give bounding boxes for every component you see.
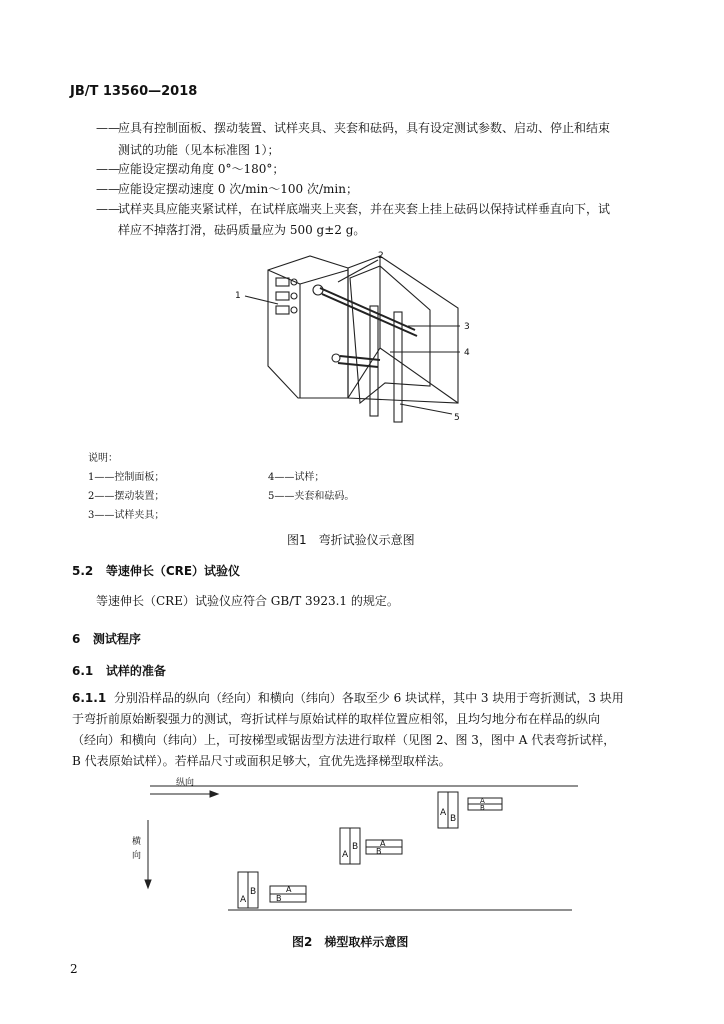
ladder-sampling-diagram [120, 776, 590, 921]
requirement-text: 应能设定摆动角度 0°～180°； [118, 162, 285, 176]
callout-1: 1 [235, 291, 241, 301]
requirement-item-3 [96, 179, 641, 199]
section-number: 5.2 [72, 564, 94, 578]
requirement-continuation: 测试的功能（见本标准图 1）； [118, 143, 280, 157]
legend-num: 4 [268, 472, 275, 483]
legend-label: 控制面板； [114, 472, 165, 483]
legend-label: 夹套和砝码。 [294, 491, 355, 502]
page-number: 2 [70, 962, 78, 976]
specimen-a-label: A [440, 808, 447, 818]
legend-item-1 [88, 468, 164, 483]
specimen-b-label: B [352, 842, 359, 852]
section-5-2-heading [72, 562, 240, 579]
specimen-b-label: B [480, 804, 485, 812]
requirement-continuation: 样应不掉落打滑，砝码质量应为 500 g±2 g。 [118, 223, 366, 237]
section-number: 6.1 [72, 664, 94, 678]
axis-transverse-label-2: 向 [132, 851, 142, 861]
para-line-2: 于弯折前原始断裂强力的测试，弯折试样与原始试样的取样位置应相邻，且均匀地分布在样品的纵向 [72, 712, 601, 726]
specimen-b-label: B [250, 887, 257, 897]
legend-num: 2 [88, 491, 95, 502]
legend-item-5 [268, 487, 354, 502]
para-line-4: B 代表原始试样）。若样品尺寸或面积足够大，宜优先选择梯型取样法。 [72, 754, 451, 768]
specimen-b-label: B [450, 814, 457, 824]
callout-2: 2 [378, 251, 384, 261]
legend-sep: —— [94, 510, 115, 521]
section-title: 试样的准备 [105, 664, 166, 678]
specimen-a-label: A [342, 850, 349, 860]
legend-num: 3 [88, 510, 95, 521]
requirement-text: 应能设定摆动速度 0 次/min～100 次/min； [118, 182, 358, 196]
requirement-text: 应具有控制面板、摆动装置、试样夹具、夹套和砝码，具有设定测试参数、启动、停止和结束 [118, 121, 611, 135]
legend-item-2 [88, 487, 164, 502]
legend-label: 摆动装置； [114, 491, 165, 502]
figure2-caption: 图2 梯型取样示意图 [292, 935, 409, 949]
specimen-b-label: B [376, 847, 382, 856]
requirement-item-4 [96, 199, 641, 219]
control-panel-outline [268, 256, 348, 398]
specimen-a-label: A [240, 895, 247, 905]
section-number: 6 [72, 632, 81, 646]
para-text: 分别沿样品的纵向（经向）和横向（纬向）各取至少 6 块试样，其中 3 块用于弯折测试，3 块用 [113, 691, 624, 705]
legend-num: 5 [268, 491, 275, 502]
legend-item-3 [88, 506, 164, 521]
section-6-1-heading [72, 662, 166, 679]
para-line-1 [72, 688, 650, 709]
legend-sep: —— [94, 472, 115, 483]
bending-tester-drawing [230, 248, 490, 438]
legend-num: 1 [88, 472, 95, 483]
para-line-3: （经向）和横向（纬向）上，可按梯型或锯齿型方法进行取样（见图 2、图 3，图中 A 代表弯折试样， [72, 733, 616, 747]
legend-title: 说明： [88, 453, 118, 464]
list-dash: —— [96, 121, 120, 135]
specimen-a-label: A [480, 797, 485, 805]
section-title: 等速伸长（CRE）试验仪 [105, 564, 241, 578]
callout-5: 5 [454, 413, 460, 423]
specimen-a-label: A [286, 885, 292, 894]
axis-transverse-label-1: 横 [132, 837, 142, 847]
legend-sep: —— [274, 491, 295, 502]
callout-4: 4 [464, 348, 470, 358]
legend-sep: —— [274, 472, 295, 483]
section-6-heading [72, 630, 141, 647]
legend-item-4 [268, 468, 324, 483]
section-6-1-1-paragraph [72, 688, 650, 772]
section-number: 6.1.1 [72, 691, 107, 705]
list-dash: —— [96, 202, 120, 216]
axis-longitudinal-label: 纵向 [176, 778, 195, 788]
requirement-item-1 [96, 118, 641, 138]
specimen-b-label: B [276, 894, 282, 903]
legend-label: 试样； [294, 472, 325, 483]
list-dash: —— [96, 182, 120, 196]
figure1-caption: 图1 弯折试验仪示意图 [287, 533, 415, 547]
list-dash: —— [96, 162, 120, 176]
requirement-text: 试样夹具应能夹紧试样，在试样底端夹上夹套，并在夹套上挂上砝码以保持试样垂直向下，试 [118, 202, 611, 216]
section-title: 测试程序 [92, 632, 141, 646]
callout-3: 3 [464, 322, 470, 332]
legend-label: 试样夹具； [114, 510, 165, 521]
legend-sep: —— [94, 491, 115, 502]
document-id: JB/T 13560—2018 [70, 84, 198, 99]
specimen-a-label: A [380, 839, 386, 848]
requirement-item-2 [96, 159, 641, 179]
section-5-2-body: 等速伸长（CRE）试验仪应符合 GB/T 3923.1 的规定。 [96, 594, 399, 608]
